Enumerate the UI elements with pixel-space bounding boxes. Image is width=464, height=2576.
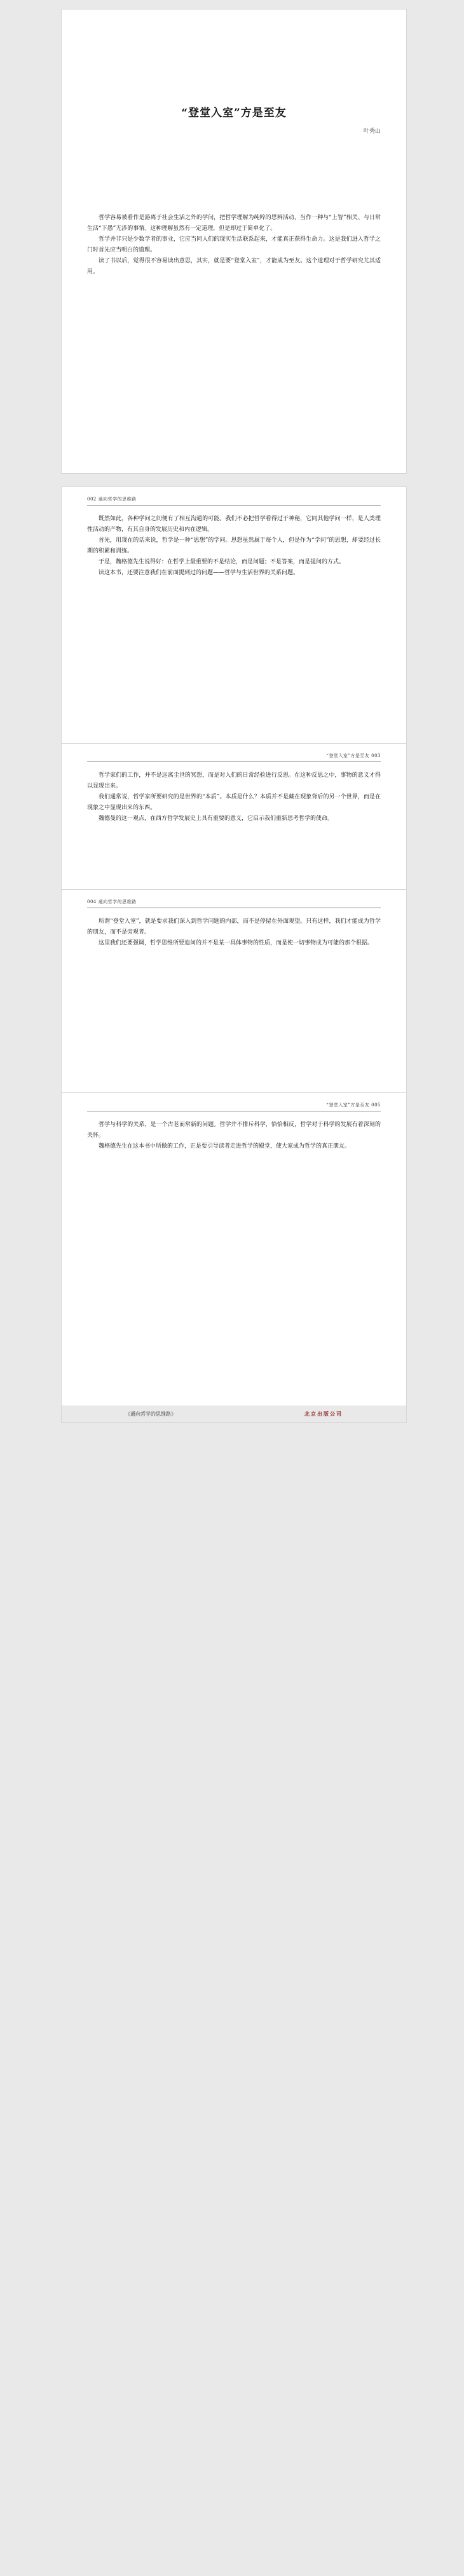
body-text <box>87 213 381 278</box>
paragraph: 哲学并非只是少数学者的事业，它应当同人们的现实生活联系起来，才能真正获得生命力。这是我们进入哲学之门时首先应当明白的道理。 <box>87 236 381 253</box>
body-text <box>87 514 381 579</box>
paragraph: 于是，魏格德先生说得好：在哲学上最重要的不是结论，而是问题；不是答案，而是提问的方式。 <box>99 559 345 565</box>
document-footer <box>62 1405 406 1422</box>
publisher-logo: 北京出版公司 <box>304 1410 343 1417</box>
running-header: 002 通向哲学的思维路 <box>87 497 137 502</box>
page-1 <box>61 9 407 474</box>
paragraph: 哲学家们的工作，并不是远离尘世的冥想，而是对人们的日常经验进行反思。在这种反思之中，事物的意义才得以显现出来。 <box>87 772 381 789</box>
paragraph: 既然如此，各种学问之间便有了相互沟通的可能。我们不必把哲学看得过于神秘，它同其他学问一样，是人类理性活动的产物，有其自身的发展历史和内在逻辑。 <box>87 516 381 533</box>
header-rule <box>87 761 381 762</box>
body-text <box>87 916 381 949</box>
body-text <box>87 1120 381 1152</box>
page-title: “登堂入室”方是至友 <box>181 107 287 119</box>
body-text <box>87 770 381 824</box>
paragraph: 首先，用现在的话来说，哲学是一种“思想”的学问。思想虽然属于每个人，但是作为“学问”的思想，却要经过长期的积累和训练。 <box>87 537 381 554</box>
paragraph: 哲学容易被看作是游离于社会生活之外的学问，把哲学理解为纯粹的思辨活动，当作一种与“上智”相关、与日常生活“下愚”无涉的事情。这种理解虽然有一定道理，但是却过于简单化了。 <box>87 215 381 232</box>
author-name: 叶秀山 <box>363 128 381 135</box>
paragraph: 魏格德先生在这本书中所做的工作，正是要引导读者走进哲学的殿堂，使大家成为哲学的真正朋友。 <box>99 1143 351 1150</box>
running-header: “登堂入室”方是至友 003 <box>326 753 381 758</box>
header-rule <box>87 505 381 506</box>
paragraph: 我们通常说，哲学家所要研究的是世界的“本质”。本质是什么？本质并不是藏在现象背后的另一个世界，而是在现象之中显现出来的东西。 <box>87 794 381 811</box>
paragraph: 魏德曼的这一观点，在西方哲学发展史上具有重要的意义，它启示我们重新思考哲学的使命。 <box>99 815 334 822</box>
footer-book-title: 《通向哲学的思维路》 <box>125 1411 176 1417</box>
page-5 <box>61 1092 407 1423</box>
paragraph: 读了书以后，觉得很不容易读出意思，其实，就是要“登堂入室”，才能成为至友。这个道理对于哲学研究尤其适用。 <box>87 258 381 275</box>
paragraph: 所谓“登堂入室”，就是要求我们深入到哲学问题的内部，而不是停留在外面观望。只有这样，我们才能成为哲学的朋友，而不是旁观者。 <box>87 918 381 936</box>
paragraph: 哲学与科学的关系，是一个古老而常新的问题。哲学并不排斥科学，恰恰相反，哲学对于科学的发展有着深刻的关怀。 <box>87 1122 381 1139</box>
paragraph: 这里我们还要强调，哲学思维所要追问的并不是某一具体事物的性质，而是使一切事物成为可能的那个根据。 <box>99 940 374 946</box>
running-header: 004 通向哲学的思维路 <box>87 899 137 904</box>
paragraph: 读这本书，还要注意我们在前面提到过的问题——哲学与生活世界的关系问题。 <box>99 570 299 576</box>
running-header: “登堂入室”方是至友 005 <box>326 1103 381 1108</box>
